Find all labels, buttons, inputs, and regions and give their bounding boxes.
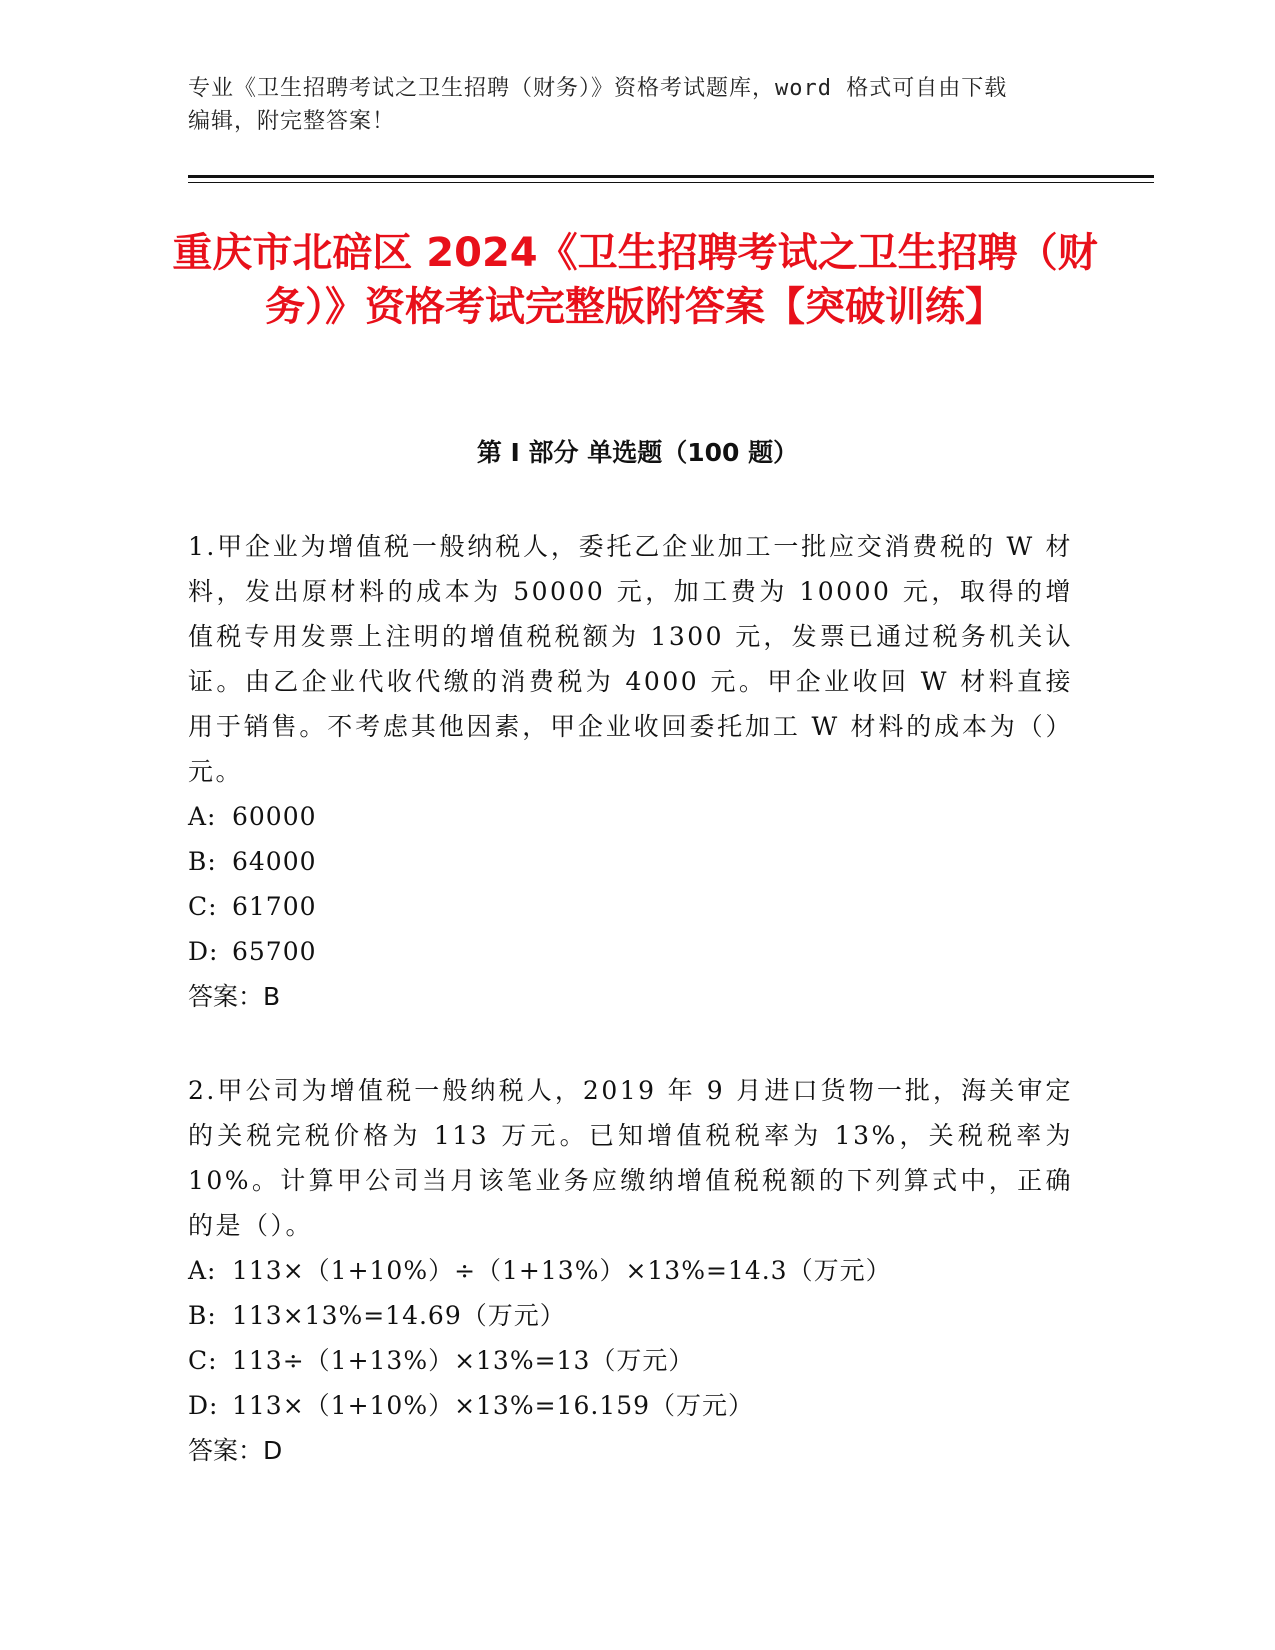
- answer: 答案：D: [188, 1436, 283, 1465]
- option-text: 65700: [232, 937, 317, 966]
- option-text: 113×13%=14.69（万元）: [232, 1301, 566, 1330]
- option-c: [188, 1338, 1073, 1383]
- header-note-line-2: 编辑，附完整答案！: [188, 109, 396, 134]
- option-letter: B:: [188, 847, 217, 876]
- header-note: [188, 72, 1088, 138]
- option-letter: D:: [188, 937, 219, 966]
- question-1: [188, 524, 1073, 1019]
- document-title: 重庆市北碚区 2024《卫生招聘考试之卫生招聘（财务）》资格考试完整版附答案【突破训练】: [172, 230, 1098, 330]
- header-divider-thick: [188, 175, 1154, 178]
- option-text: 113×（1+10%）×13%=16.159（万元）: [232, 1391, 755, 1420]
- option-letter: C:: [188, 1346, 218, 1375]
- section-title: 第 I 部分 单选题（100 题）: [476, 438, 799, 467]
- option-text: 60000: [232, 802, 317, 831]
- option-text: 61700: [232, 892, 317, 921]
- option-c: [188, 884, 1073, 929]
- header-note-line-1: 专业《卫生招聘考试之卫生招聘（财务）》资格考试题库，word 格式可自由下载: [188, 76, 1008, 101]
- option-letter: B:: [188, 1301, 217, 1330]
- option-text: 64000: [232, 847, 317, 876]
- header-divider-thin: [188, 182, 1154, 183]
- option-letter: A:: [188, 802, 217, 831]
- question-stem: 1.甲企业为增值税一般纳税人，委托乙企业加工一批应交消费税的 W 材料，发出原材料的成本为 50000 元，加工费为 10000 元，取得的增值税专用发票上注明的增值税税额为 1300 元，发票已通过税务机关认证。由乙企业代收代缴的消费税为 4000 元。甲企业收回 W 材料直接用于销售。不考虑其他因素，甲企业收回委托加工 W 材料的成本为（）元。: [188, 532, 1073, 786]
- option-d: [188, 929, 1073, 974]
- option-a: [188, 794, 1073, 839]
- question-stem: 2.甲公司为增值税一般纳税人，2019 年 9 月进口货物一批，海关审定的关税完税价格为 113 万元。已知增值税税率为 13%，关税税率为 10%。计算甲公司当月该笔业务应缴纳增值税税额的下列算式中，正确的是（）。: [188, 1076, 1073, 1240]
- option-b: [188, 839, 1073, 884]
- option-letter: C:: [188, 892, 218, 921]
- option-a: [188, 1248, 1073, 1293]
- option-b: [188, 1293, 1073, 1338]
- option-text: 113÷（1+13%）×13%=13（万元）: [232, 1346, 695, 1375]
- option-text: 113×（1+10%）÷（1+13%）×13%=14.3（万元）: [232, 1256, 892, 1285]
- option-letter: A:: [188, 1256, 217, 1285]
- answer: 答案：B: [188, 982, 281, 1011]
- question-2: [188, 1068, 1073, 1473]
- option-d: [188, 1383, 1073, 1428]
- option-letter: D:: [188, 1391, 219, 1420]
